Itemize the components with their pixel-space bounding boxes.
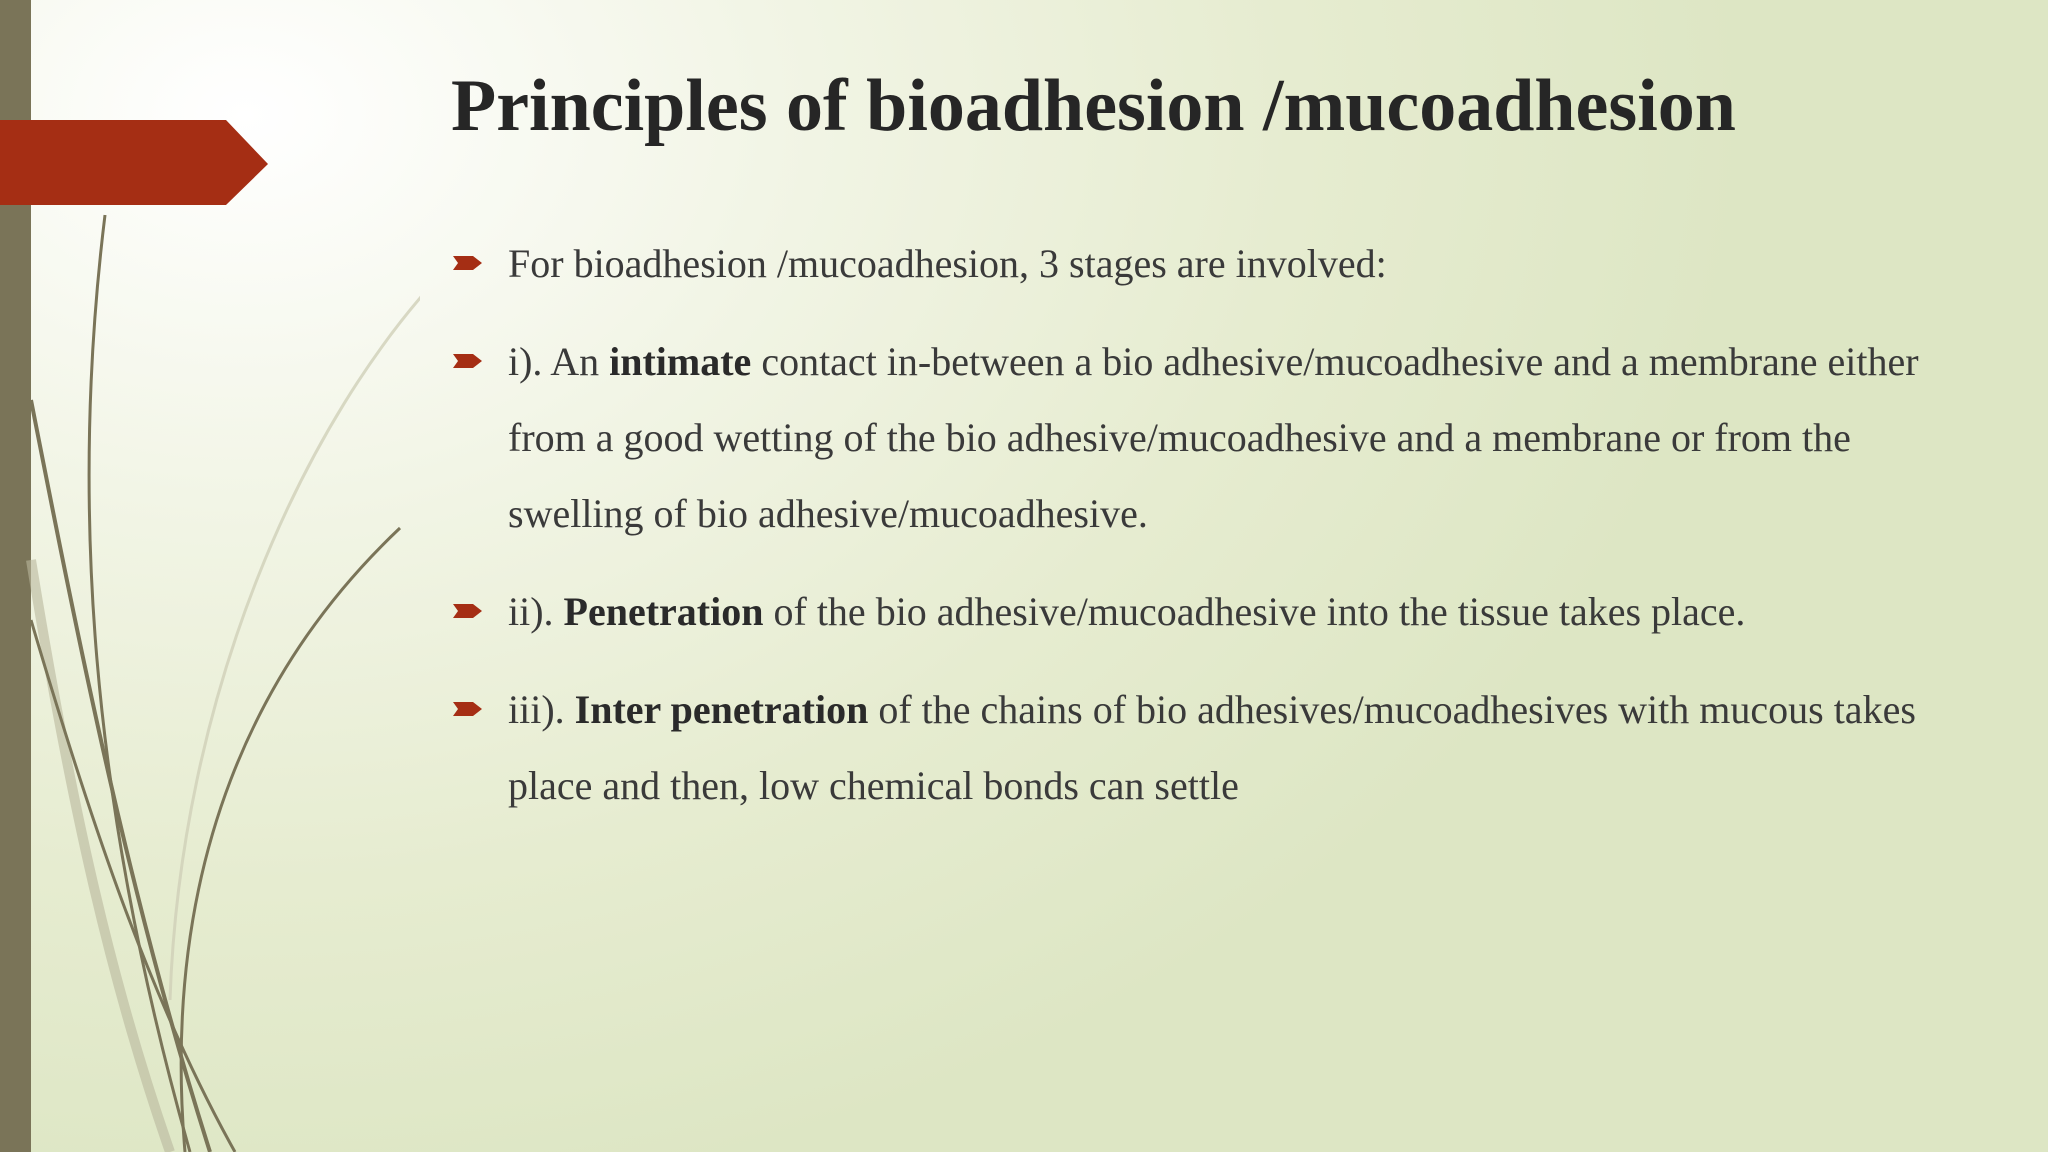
bullet-item: [451, 226, 1921, 302]
right-arrow-bullet-icon: [453, 253, 483, 273]
decorative-curves: [0, 0, 420, 1152]
bullet-text: ii).: [508, 589, 564, 634]
right-arrow-bullet-icon: [453, 351, 483, 371]
title-arrow-banner: [0, 120, 268, 205]
bullet-text: i). An: [508, 339, 610, 384]
curve-line: [31, 400, 210, 1152]
bullet-bold-term: intimate: [609, 339, 752, 384]
bullet-text: of the chains of bio adhesives/mucoadhesives with mucous takes place and then, low chemical bonds can settle: [508, 687, 1916, 808]
bullet-item: [451, 574, 1921, 650]
bullet-item: [451, 672, 1921, 824]
curve-line: [181, 528, 400, 1152]
bullet-list: [451, 226, 1921, 846]
curve-line: [31, 620, 235, 1152]
bullet-item: [451, 324, 1921, 552]
bullet-text: For bioadhesion /mucoadhesion, 3 stages are involved:: [508, 241, 1387, 286]
bullet-bold-term: Inter penetration: [574, 687, 869, 732]
slide-title: Principles of bioadhesion /mucoadhesion: [451, 65, 1736, 147]
bullet-text: iii).: [508, 687, 575, 732]
bullet-text: contact in-between a bio adhesive/mucoadhesive and a membrane either from a good wetting of the bio adhesive/mucoadhesive and a membrane or from the swelling of bio adhesive/mucoadhesive.: [508, 339, 1919, 536]
right-arrow-bullet-icon: [453, 601, 483, 621]
curve-line: [170, 265, 420, 1000]
right-arrow-bullet-icon: [453, 699, 483, 719]
curve-line: [89, 215, 190, 1152]
curve-line: [31, 560, 170, 1152]
bullet-text: of the bio adhesive/mucoadhesive into the tissue takes place.: [763, 589, 1746, 634]
bullet-bold-term: Penetration: [563, 589, 764, 634]
